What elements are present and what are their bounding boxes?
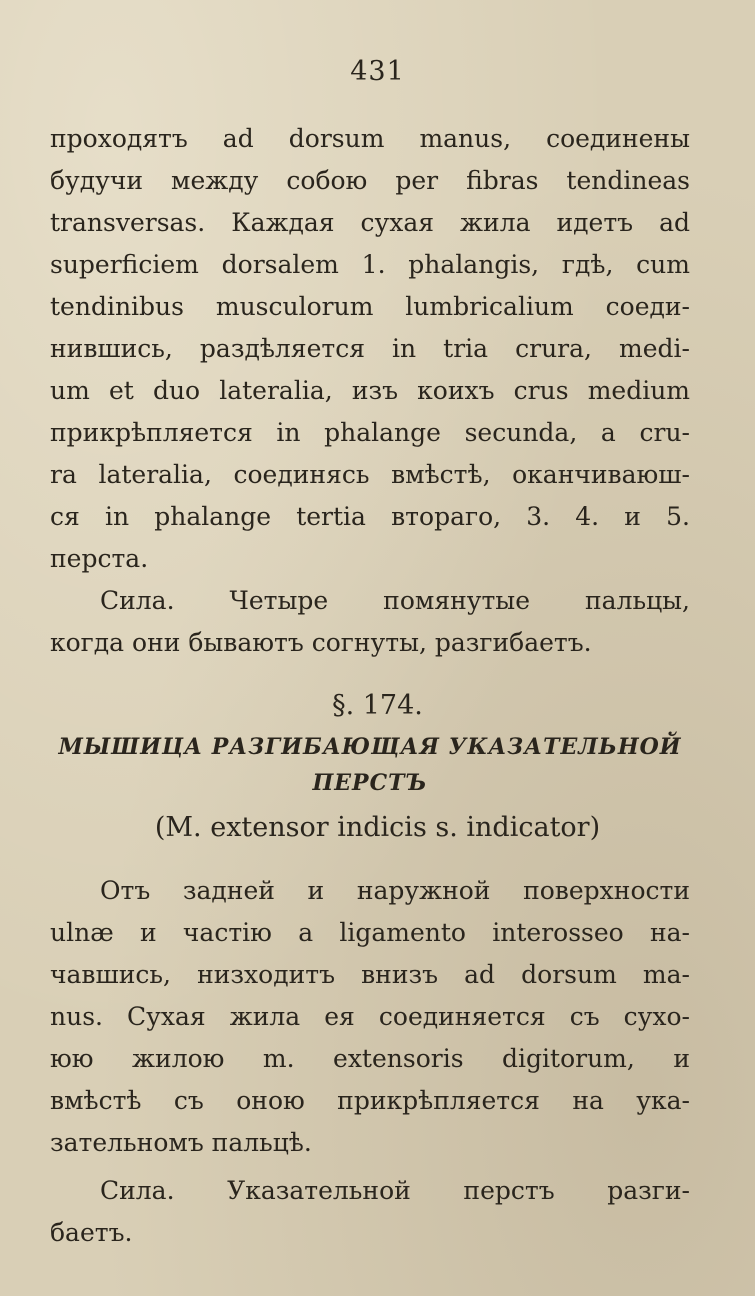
- text-line: прикрѣпляется in phalange secunda, а cru-: [50, 418, 690, 447]
- text-line: tendinibus musculorum lumbricalium соеди-: [50, 292, 690, 321]
- paragraph-origin: [50, 870, 690, 1164]
- text-line: um et duo lateralia, изъ коихъ crus medium: [50, 376, 690, 405]
- text-line: nus. Сухая жила ея соединяется съ сухо-: [50, 1002, 690, 1031]
- text-line: Сила. Указательной перстъ разги-: [100, 1176, 690, 1205]
- text-line: transversas. Каждая сухая жила идетъ ad: [50, 208, 690, 237]
- text-line: ulnæ и частію a ligamento interosseo на-: [50, 918, 690, 947]
- section-heading: МЫШИЦА РАЗГИБАЮЩАЯ УКАЗАТЕЛЬНОЙ: [58, 734, 682, 760]
- text-line: вмѣстѣ съ оною прикрѣпляется на ука-: [50, 1086, 690, 1115]
- paragraph-function-2: [50, 1170, 690, 1254]
- paragraph-function: [50, 580, 690, 664]
- section-number: §. 174.: [332, 690, 423, 721]
- text-line: зательномъ пальцѣ.: [50, 1128, 312, 1157]
- text-line: будучи между собою per fibras tendineas: [50, 166, 690, 195]
- latin-title: (M. extensor indicis s. indicator): [154, 812, 601, 843]
- paragraph-continuation: [50, 118, 690, 580]
- text-line: Сила. Четыре помянутые пальцы,: [100, 586, 690, 615]
- text-line: ся in phalange tertia втораго, 3. 4. и 5.: [50, 502, 690, 531]
- text-line: Отъ задней и наружной поверхности: [100, 876, 690, 905]
- text-line: баетъ.: [50, 1218, 133, 1247]
- text-line: когда они бываютъ согнуты, разгибаетъ.: [50, 628, 592, 657]
- page-number: 431: [350, 56, 405, 87]
- text-line: ra lateralia, соединясь вмѣстѣ, оканчиваюш-: [50, 460, 690, 489]
- text-line: проходятъ ad dorsum manus, соединены: [50, 124, 690, 153]
- text-line: юю жилою m. extensoris digitorum, и: [50, 1044, 690, 1073]
- text-line: нившись, раздѣляется in tria crura, medi-: [50, 334, 690, 363]
- section-heading-continued: ПЕРСТЪ: [312, 770, 428, 796]
- text-line: чавшись, низходитъ внизъ ad dorsum ma-: [50, 960, 690, 989]
- text-line: перста.: [50, 544, 149, 573]
- text-line: superficiem dorsalem 1. phalangis, гдѣ, cum: [50, 250, 690, 279]
